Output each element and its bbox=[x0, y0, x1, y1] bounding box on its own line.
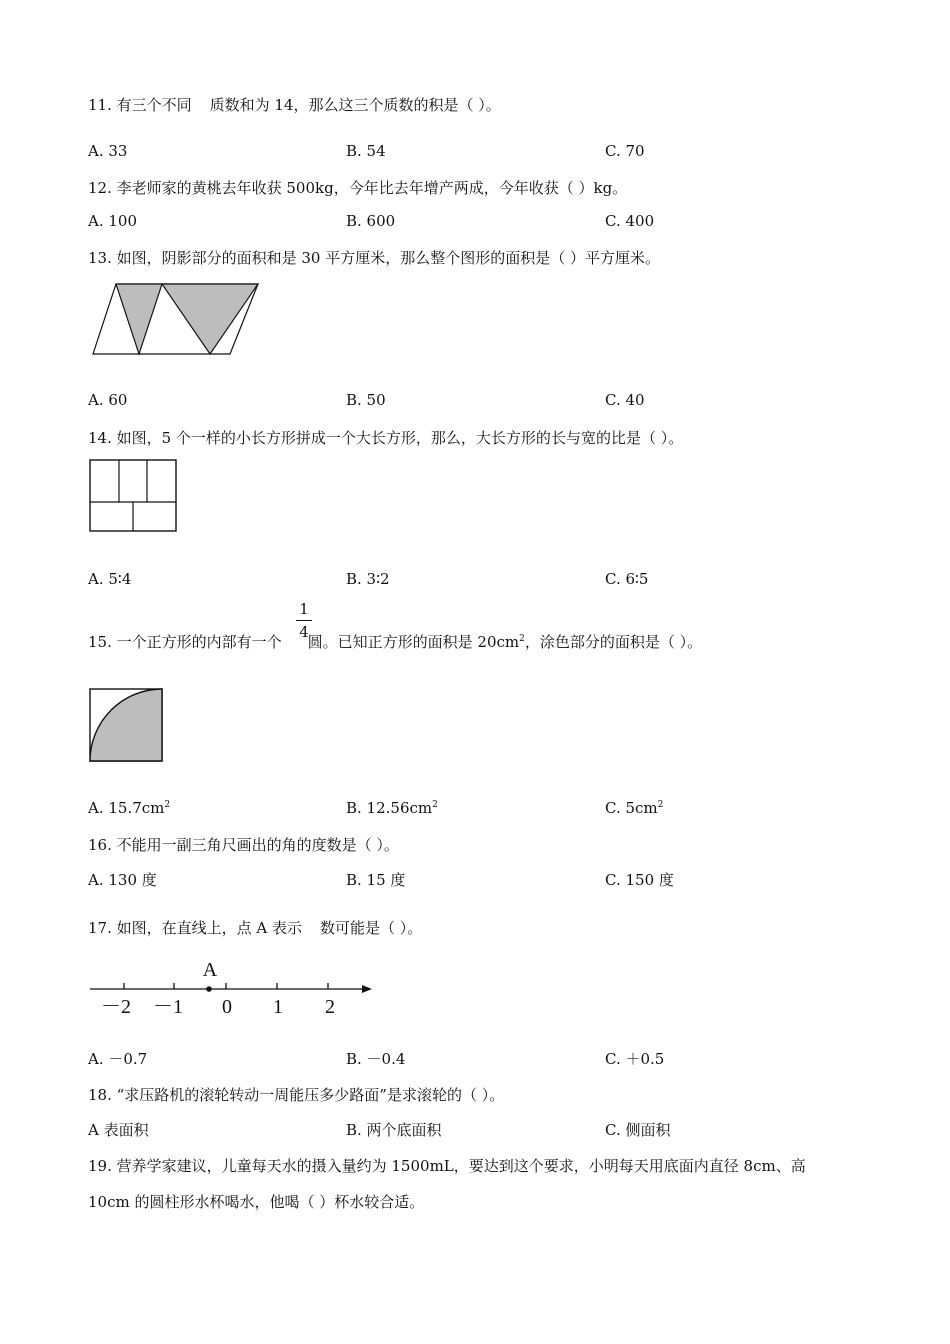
question-15-sup: 2 bbox=[519, 634, 525, 644]
q15-option-c[interactable]: C. $5cm^2$ bbox=[605, 799, 664, 817]
question-15 bbox=[88, 631, 702, 652]
fraction-numerator: 1 bbox=[299, 600, 309, 618]
tick-label--2: －2 bbox=[101, 996, 131, 1018]
question-11 bbox=[88, 94, 501, 115]
number-line-arrow bbox=[362, 985, 372, 993]
question-11-text-a: 11. 有三个不同 bbox=[88, 96, 192, 114]
question-17-text-a: 17. 如图，在直线上，点 A 表示 bbox=[88, 919, 302, 937]
question-17-text-b: 数可能是（ ）。 bbox=[320, 919, 423, 937]
q17-option-c[interactable]: C. ＋0.5 bbox=[605, 1050, 665, 1068]
question-15-text-a: 15. 一个正方形的内部有一个 bbox=[88, 633, 282, 651]
q11-option-c[interactable]: C. 70 bbox=[605, 142, 645, 160]
q14-option-a[interactable]: A. 5∶4 bbox=[88, 570, 132, 588]
tick-label-2: 2 bbox=[325, 996, 335, 1018]
q13-option-c[interactable]: C. 40 bbox=[605, 391, 645, 409]
question-11-text-b: 质数和为 14，那么这三个质数的积是（ ）。 bbox=[209, 96, 501, 114]
parallelogram-figure bbox=[88, 280, 268, 358]
q18-option-b[interactable]: B. 两个底面积 bbox=[346, 1121, 442, 1139]
question-16: 16. 不能用一副三角尺画出的角的度数是（ ）。 bbox=[88, 836, 399, 854]
q14-option-b[interactable]: B. 3∶2 bbox=[346, 570, 390, 588]
tick-label-0: 0 bbox=[222, 996, 232, 1018]
q16-option-b[interactable]: B. 15 度 bbox=[346, 871, 406, 889]
q15-option-a[interactable]: A. $15.7cm^2$ bbox=[88, 799, 171, 817]
question-15-text-c: ，涂色部分的面积是（ ）。 bbox=[524, 633, 703, 651]
point-a-label: A bbox=[202, 959, 218, 981]
question-19-line-1: 19. 营养学家建议，儿童每天水的摄入量约为 1500mL，要达到这个要求，小明每天用底面内直径 8cm、高 bbox=[88, 1157, 806, 1175]
tick-label--1: －1 bbox=[153, 996, 183, 1018]
q11-option-a[interactable]: A. 33 bbox=[88, 142, 128, 160]
q14-option-c[interactable]: C. 6∶5 bbox=[605, 570, 649, 588]
question-12: 12. 李老师家的黄桃去年收获 500kg，今年比去年增产两成，今年收获（ ）kg。 bbox=[88, 179, 628, 197]
number-line bbox=[88, 958, 378, 1020]
q16-option-c[interactable]: C. 150 度 bbox=[605, 871, 674, 889]
question-14: 14. 如图，5 个一样的小长方形拼成一个大长方形，那么，大长方形的长与宽的比是（ ）。 bbox=[88, 429, 684, 447]
point-a-dot bbox=[206, 986, 212, 992]
quarter-fraction bbox=[296, 600, 312, 641]
question-17 bbox=[88, 917, 422, 938]
q18-option-a[interactable]: A 表面积 bbox=[88, 1121, 149, 1139]
q12-option-b[interactable]: B. 600 bbox=[346, 212, 396, 230]
q11-option-b[interactable]: B. 54 bbox=[346, 142, 386, 160]
q12-option-c[interactable]: C. 400 bbox=[605, 212, 655, 230]
q18-option-c[interactable]: C. 侧面积 bbox=[605, 1121, 671, 1139]
question-13: 13. 如图，阴影部分的面积和是 30 平方厘米，那么整个图形的面积是（ ）平方厘米。 bbox=[88, 249, 661, 267]
q16-option-a[interactable]: A. 130 度 bbox=[88, 871, 157, 889]
q17-option-b[interactable]: B. －0.4 bbox=[346, 1050, 406, 1068]
q17-option-a[interactable]: A. －0.7 bbox=[88, 1050, 148, 1068]
tick-label-1: 1 bbox=[273, 996, 283, 1018]
fraction-denominator: 4 bbox=[299, 623, 309, 641]
q13-option-b[interactable]: B. 50 bbox=[346, 391, 386, 409]
question-18: 18. “求压路机的滚轮转动一周能压多少路面”是求滚轮的（ ）。 bbox=[88, 1086, 505, 1104]
q13-option-a[interactable]: A. 60 bbox=[88, 391, 128, 409]
rectangles-figure bbox=[89, 459, 177, 533]
q12-option-a[interactable]: A. 100 bbox=[88, 212, 137, 230]
q15-option-b[interactable]: B. $12.56cm^2$ bbox=[346, 799, 438, 817]
question-15-text-b: 圆。已知正方形的面积是 20cm bbox=[307, 633, 520, 651]
question-19-line-2: 10cm 的圆柱形水杯喝水，他喝（ ）杯水较合适。 bbox=[88, 1193, 425, 1211]
quarter-circle-figure bbox=[89, 688, 164, 762]
